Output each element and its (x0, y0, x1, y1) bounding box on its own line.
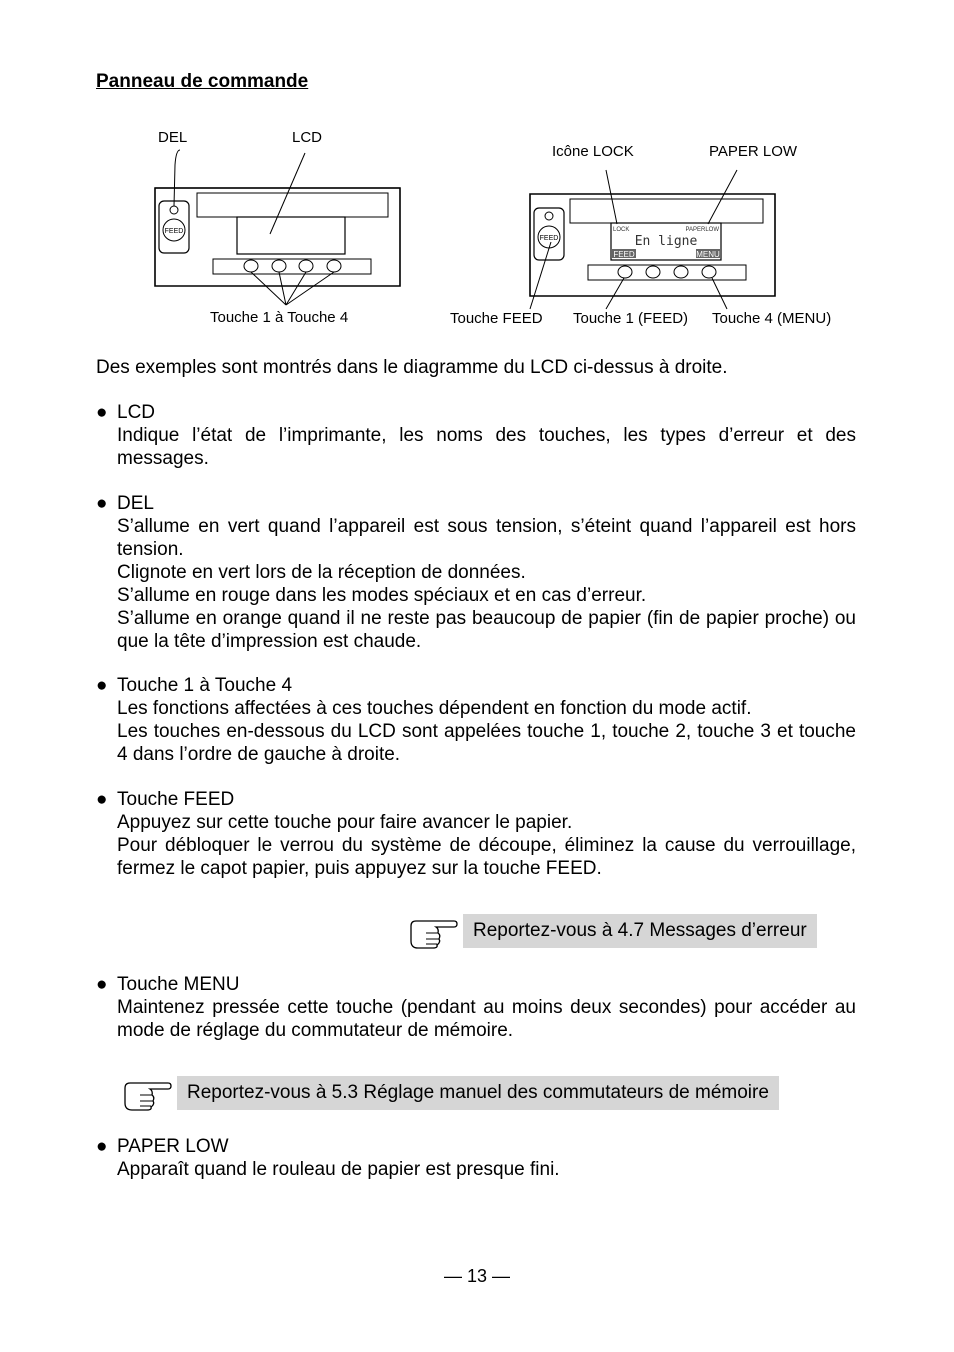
reference-error-messages[interactable]: Reportez-vous à 4.7 Messages d’erreur (463, 914, 817, 948)
led-indicator (170, 206, 178, 214)
item-keys (96, 674, 856, 766)
label-paper-low: PAPER LOW (709, 143, 798, 160)
lcd-status-text: En ligne (634, 234, 698, 249)
label-lcd: LCD (292, 129, 323, 146)
item-line: Les touches en-dessous du LCD sont appelées touche 1, touche 2, touche 3 et touche 4 dans l’ordre de gauche à droite. (117, 721, 856, 765)
lcd-lock-icon: LOCK (613, 227, 630, 233)
feed-button-label-right: FEED (539, 235, 559, 242)
item-line: S’allume en rouge dans les modes spéciaux et en cas d’erreur. (117, 585, 647, 606)
control-panel-diagram (0, 110, 954, 340)
reference-memory-switch[interactable]: Reportez-vous à 5.3 Réglage manuel des commutateurs de mémoire (177, 1076, 779, 1110)
item-line: Apparaît quand le rouleau de papier est presque fini. (117, 1159, 560, 1180)
bullet: ● (96, 789, 108, 810)
right-panel-illustration (530, 170, 775, 309)
key-2-right (646, 266, 660, 278)
led-indicator-right (545, 212, 553, 220)
label-del: DEL (158, 129, 188, 146)
bullet: ● (96, 974, 108, 995)
key-3-right (674, 266, 688, 278)
item-del (96, 492, 856, 653)
item-title: Touche MENU (117, 974, 240, 995)
item-title: LCD (117, 402, 156, 423)
key-1-left (244, 260, 258, 272)
label-key-4: Touche 4 (MENU) (712, 310, 832, 327)
left-panel-illustration (155, 150, 400, 305)
label-keys-1-4: Touche 1 à Touche 4 (210, 309, 349, 326)
key-4-right (702, 266, 716, 278)
item-line: Appuyez sur cette touche pour faire avancer le papier. (117, 812, 573, 833)
item-menu (96, 973, 856, 1042)
page-heading: Panneau de commande (96, 71, 309, 92)
label-key-1: Touche 1 (FEED) (573, 310, 689, 327)
key-3-left (299, 260, 313, 272)
bullet: ● (96, 675, 108, 696)
key-1-right (618, 266, 632, 278)
lcd-screen-left (237, 217, 345, 254)
item-title: Touche FEED (117, 789, 235, 810)
item-line: S’allume en vert quand l’appareil est sous tension, s’éteint quand l’appareil est hors tension. (117, 516, 856, 560)
pointing-hand-icon (408, 916, 458, 950)
pointing-hand-icon (122, 1078, 172, 1112)
item-line: Indique l’état de l’imprimante, les noms des touches, les types d’erreur et des messages. (117, 425, 856, 469)
page-number: — 13 — (443, 1266, 511, 1286)
item-line: Clignote en vert lors de la réception de données. (117, 562, 526, 583)
key-2-left (272, 260, 286, 272)
bullet: ● (96, 1136, 108, 1157)
key-4-left (327, 260, 341, 272)
lcd-paperlow-icon: PAPERLOW (685, 227, 719, 233)
item-lcd (96, 401, 856, 470)
item-title: Touche 1 à Touche 4 (117, 675, 293, 696)
label-feed-key: Touche FEED (450, 310, 543, 327)
item-title: DEL (117, 493, 154, 514)
feed-button-label-left: FEED (164, 228, 184, 235)
lcd-menu-softkey: MENU (696, 250, 720, 259)
intro-text: Des exemples sont montrés dans le diagramme du LCD ci-dessus à droite. (96, 357, 728, 378)
bullet: ● (96, 402, 108, 423)
item-line: S’allume en orange quand il ne reste pas beaucoup de papier (fin de papier proche) ou que la tête d’impression est chaude. (117, 608, 856, 652)
item-title: PAPER LOW (117, 1136, 229, 1157)
item-feed (96, 788, 856, 880)
item-line: Maintenez pressée cette touche (pendant au moins deux secondes) pour accéder au mode de réglage du commutateur de mémoire. (117, 997, 856, 1041)
item-line: Les fonctions affectées à ces touches dépendent en fonction du mode actif. (117, 698, 752, 719)
lcd-feed-softkey: FEED (613, 250, 635, 259)
label-lock-icon: Icône LOCK (552, 143, 634, 160)
item-line: Pour débloquer le verrou du système de découpe, éliminez la cause du verrouillage, fermez le capot papier, puis appuyez sur la touche FEED. (117, 835, 856, 879)
item-paper-low (96, 1135, 856, 1181)
bullet: ● (96, 493, 108, 514)
